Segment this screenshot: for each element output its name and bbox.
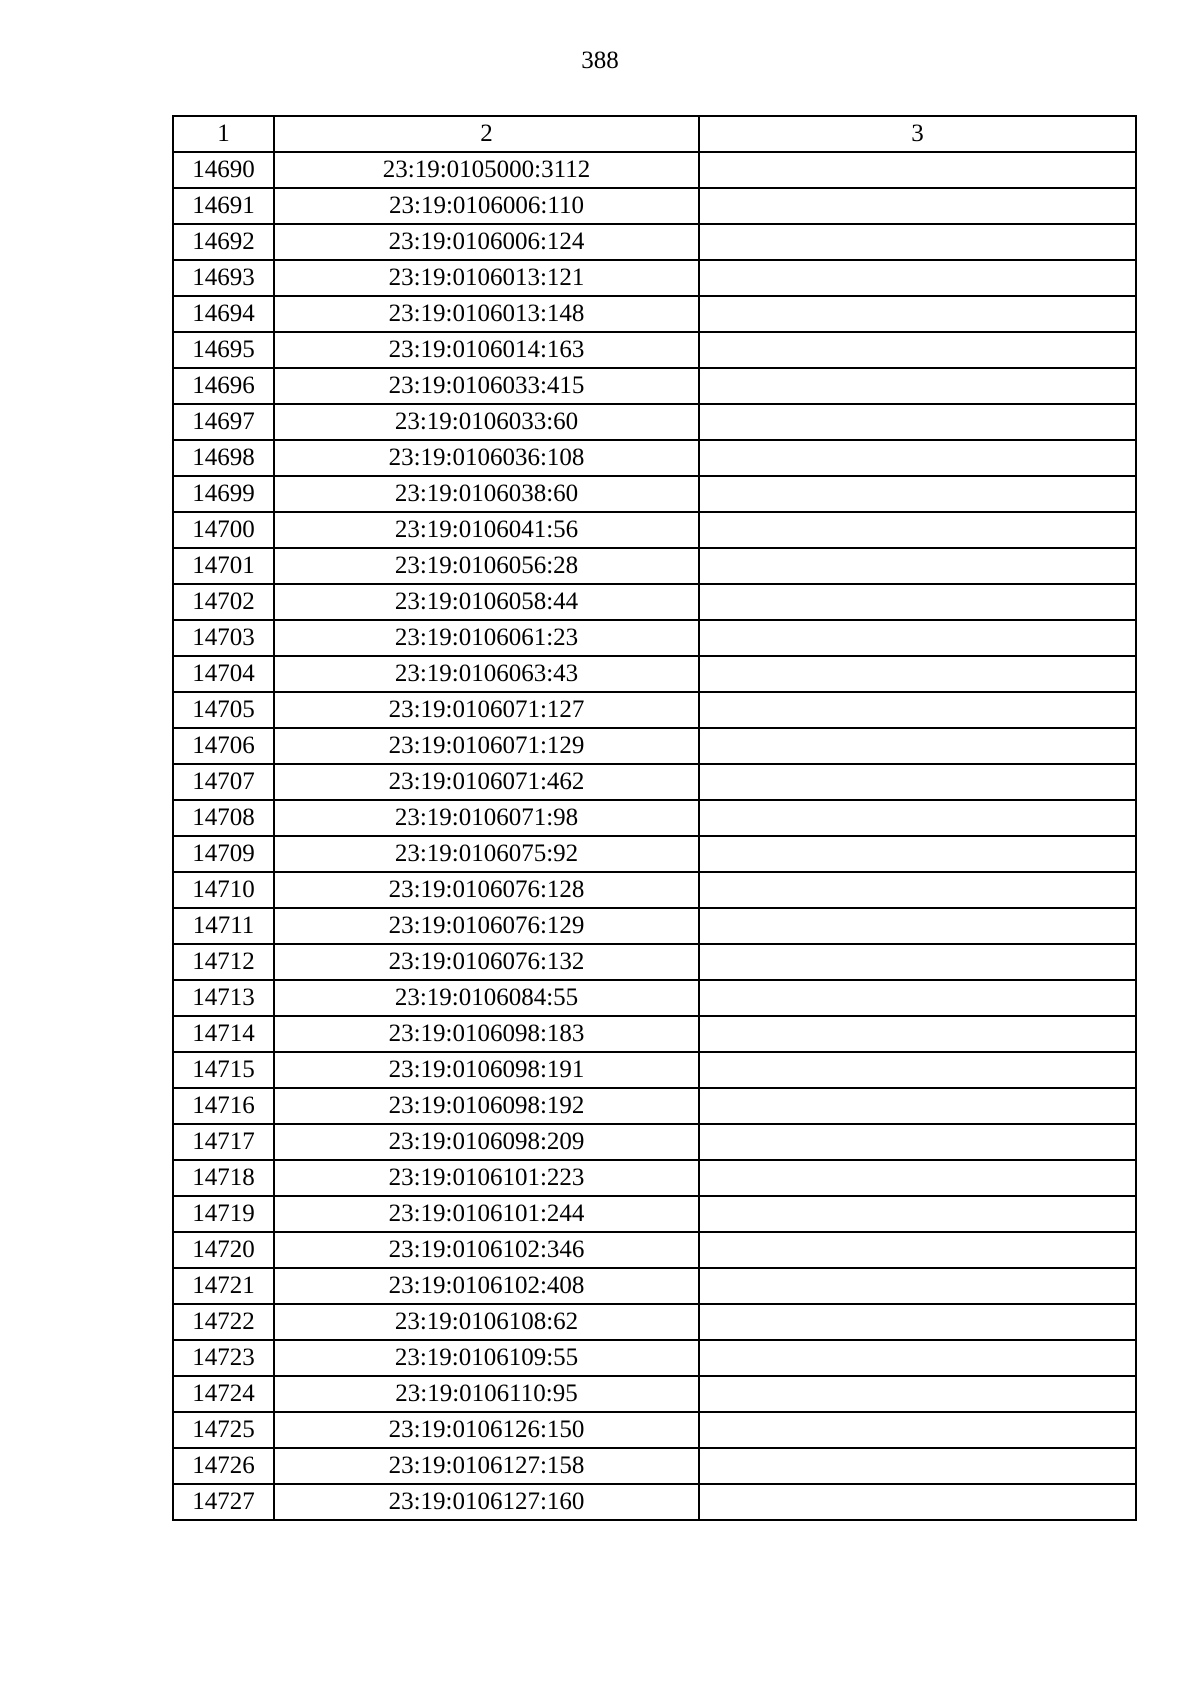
table-row [173,620,1136,656]
row-number-cell: 14701 [173,548,274,584]
row-number-cell: 14712 [173,944,274,980]
table-row [173,908,1136,944]
cadastral-number-cell: 23:19:0106076:129 [274,908,699,944]
table-row [173,188,1136,224]
note-cell [699,296,1136,332]
table-row [173,548,1136,584]
table-row [173,980,1136,1016]
row-number-cell: 14720 [173,1232,274,1268]
note-cell [699,584,1136,620]
cadastral-number-cell: 23:19:0106108:62 [274,1304,699,1340]
note-cell [699,908,1136,944]
table-row [173,1232,1136,1268]
row-number-cell: 14696 [173,368,274,404]
row-number-cell: 14722 [173,1304,274,1340]
table-row [173,1304,1136,1340]
row-number-cell: 14726 [173,1448,274,1484]
table-row [173,1088,1136,1124]
cadastral-number-cell: 23:19:0106006:110 [274,188,699,224]
note-cell [699,944,1136,980]
note-cell [699,512,1136,548]
row-number-cell: 14695 [173,332,274,368]
cadastral-number-cell: 23:19:0106041:56 [274,512,699,548]
table-row [173,1484,1136,1520]
cadastral-number-cell: 23:19:0106013:148 [274,296,699,332]
note-cell [699,620,1136,656]
table-row [173,1196,1136,1232]
table-row [173,800,1136,836]
table-row [173,332,1136,368]
row-number-cell: 14716 [173,1088,274,1124]
header-row [173,116,1136,152]
cadastral-number-cell: 23:19:0105000:3112 [274,152,699,188]
row-number-cell: 14700 [173,512,274,548]
note-cell [699,152,1136,188]
cadastral-number-cell: 23:19:0106063:43 [274,656,699,692]
cadastral-number-cell: 23:19:0106109:55 [274,1340,699,1376]
table-row [173,152,1136,188]
cadastral-number-cell: 23:19:0106056:28 [274,548,699,584]
note-cell [699,1088,1136,1124]
cadastral-number-cell: 23:19:0106071:127 [274,692,699,728]
cadastral-number-cell: 23:19:0106033:60 [274,404,699,440]
column-header-1: 1 [173,116,274,152]
column-header-3: 3 [699,116,1136,152]
note-cell [699,656,1136,692]
table-row [173,404,1136,440]
table-row [173,1016,1136,1052]
cadastral-number-cell: 23:19:0106126:150 [274,1412,699,1448]
table-row [173,1448,1136,1484]
note-cell [699,188,1136,224]
cadastral-number-cell: 23:19:0106110:95 [274,1376,699,1412]
note-cell [699,332,1136,368]
cadastral-number-cell: 23:19:0106036:108 [274,440,699,476]
row-number-cell: 14719 [173,1196,274,1232]
table-row [173,1376,1136,1412]
cadastral-number-cell: 23:19:0106098:192 [274,1088,699,1124]
row-number-cell: 14721 [173,1268,274,1304]
row-number-cell: 14699 [173,476,274,512]
table-row [173,584,1136,620]
note-cell [699,548,1136,584]
note-cell [699,980,1136,1016]
page-number: 388 [581,47,619,74]
row-number-cell: 14692 [173,224,274,260]
note-cell [699,260,1136,296]
cadastral-number-cell: 23:19:0106033:415 [274,368,699,404]
row-number-cell: 14727 [173,1484,274,1520]
cadastral-number-cell: 23:19:0106102:408 [274,1268,699,1304]
table-row [173,944,1136,980]
note-cell [699,1376,1136,1412]
table-header [173,116,1136,152]
table-body [173,152,1136,1520]
table-row [173,440,1136,476]
note-cell [699,1340,1136,1376]
row-number-cell: 14725 [173,1412,274,1448]
row-number-cell: 14708 [173,800,274,836]
note-cell [699,1448,1136,1484]
cadastral-number-cell: 23:19:0106058:44 [274,584,699,620]
table-row [173,656,1136,692]
row-number-cell: 14694 [173,296,274,332]
row-number-cell: 14717 [173,1124,274,1160]
table-row [173,728,1136,764]
table-row [173,368,1136,404]
row-number-cell: 14707 [173,764,274,800]
cadastral-number-cell: 23:19:0106098:183 [274,1016,699,1052]
row-number-cell: 14710 [173,872,274,908]
cadastral-number-cell: 23:19:0106071:129 [274,728,699,764]
cadastral-number-cell: 23:19:0106076:128 [274,872,699,908]
cadastral-number-cell: 23:19:0106071:462 [274,764,699,800]
cadastral-number-cell: 23:19:0106127:158 [274,1448,699,1484]
table-row [173,1340,1136,1376]
cadastral-number-cell: 23:19:0106101:244 [274,1196,699,1232]
table-row [173,296,1136,332]
note-cell [699,368,1136,404]
cadastral-number-cell: 23:19:0106076:132 [274,944,699,980]
note-cell [699,692,1136,728]
table-row [173,1124,1136,1160]
note-cell [699,1232,1136,1268]
note-cell [699,872,1136,908]
table-row [173,764,1136,800]
cadastral-number-cell: 23:19:0106084:55 [274,980,699,1016]
note-cell [699,1160,1136,1196]
row-number-cell: 14691 [173,188,274,224]
row-number-cell: 14706 [173,728,274,764]
table-row [173,1052,1136,1088]
row-number-cell: 14698 [173,440,274,476]
row-number-cell: 14693 [173,260,274,296]
note-cell [699,1412,1136,1448]
note-cell [699,1268,1136,1304]
column-header-2: 2 [274,116,699,152]
cadastral-number-cell: 23:19:0106071:98 [274,800,699,836]
table-row [173,1160,1136,1196]
table-row [173,476,1136,512]
row-number-cell: 14703 [173,620,274,656]
note-cell [699,476,1136,512]
row-number-cell: 14724 [173,1376,274,1412]
cadastral-number-cell: 23:19:0106006:124 [274,224,699,260]
note-cell [699,1052,1136,1088]
note-cell [699,836,1136,872]
row-number-cell: 14711 [173,908,274,944]
cadastral-number-cell: 23:19:0106075:92 [274,836,699,872]
note-cell [699,440,1136,476]
row-number-cell: 14723 [173,1340,274,1376]
row-number-cell: 14690 [173,152,274,188]
table-row [173,260,1136,296]
note-cell [699,404,1136,440]
note-cell [699,800,1136,836]
row-number-cell: 14705 [173,692,274,728]
row-number-cell: 14697 [173,404,274,440]
cadastral-number-cell: 23:19:0106098:191 [274,1052,699,1088]
note-cell [699,1304,1136,1340]
table-row [173,1268,1136,1304]
note-cell [699,764,1136,800]
note-cell [699,1484,1136,1520]
table-row [173,224,1136,260]
row-number-cell: 14704 [173,656,274,692]
table-row [173,836,1136,872]
cadastral-number-cell: 23:19:0106127:160 [274,1484,699,1520]
row-number-cell: 14718 [173,1160,274,1196]
note-cell [699,1196,1136,1232]
note-cell [699,224,1136,260]
registry-table [172,115,1137,1521]
table-row [173,872,1136,908]
note-cell [699,728,1136,764]
cadastral-number-cell: 23:19:0106013:121 [274,260,699,296]
row-number-cell: 14715 [173,1052,274,1088]
row-number-cell: 14714 [173,1016,274,1052]
row-number-cell: 14702 [173,584,274,620]
row-number-cell: 14713 [173,980,274,1016]
note-cell [699,1016,1136,1052]
note-cell [699,1124,1136,1160]
cadastral-number-cell: 23:19:0106098:209 [274,1124,699,1160]
row-number-cell: 14709 [173,836,274,872]
table-row [173,692,1136,728]
cadastral-number-cell: 23:19:0106038:60 [274,476,699,512]
cadastral-number-cell: 23:19:0106101:223 [274,1160,699,1196]
cadastral-number-cell: 23:19:0106102:346 [274,1232,699,1268]
cadastral-number-cell: 23:19:0106061:23 [274,620,699,656]
table-row [173,512,1136,548]
table-row [173,1412,1136,1448]
cadastral-number-cell: 23:19:0106014:163 [274,332,699,368]
